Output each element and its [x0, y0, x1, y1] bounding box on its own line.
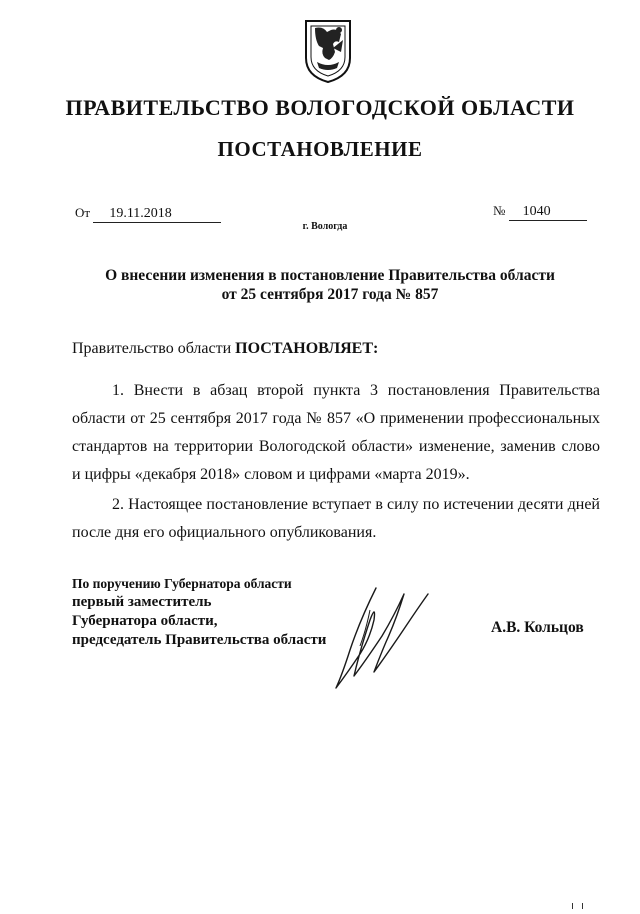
- paragraph-1: 1. Внести в абзац второй пункта 3 постановления Правительства области от 25 сентября 2017 года № 857 «О применении профессиональных стандартов на территории Вологодской области» изменение, заменив слово и цифры «декабря 2018» словом и цифрами «марта 2019».: [72, 382, 600, 483]
- document-type: ПОСТАНОВЛЕНИЕ: [217, 137, 423, 161]
- number-prefix: №: [493, 203, 506, 218]
- signature-block: [72, 574, 326, 650]
- number-field: [493, 203, 587, 221]
- signature-line-3: Губернатора области,: [72, 613, 218, 629]
- signature-line-2: первый заместитель: [72, 594, 212, 610]
- signer-name: А.В. Кольцов: [491, 619, 584, 636]
- decree-statement: [72, 340, 378, 358]
- subject-line-2: от 25 сентября 2017 года № 857: [221, 286, 439, 303]
- signature-line-1: По поручению Губернатора области: [72, 576, 292, 591]
- scan-mark: [570, 896, 590, 902]
- date-prefix: От: [75, 205, 91, 220]
- document-date: 19.11.2018: [93, 206, 221, 223]
- document-number: 1040: [509, 204, 587, 221]
- decree-lead: Правительство области: [72, 340, 232, 357]
- handwritten-signature: [330, 580, 440, 695]
- paragraph-2: 2. Настоящее постановление вступает в силу по истечении десяти дней после дня его официального опубликования.: [72, 496, 600, 541]
- coat-of-arms-emblem: [303, 18, 353, 84]
- subject-line-1: О внесении изменения в постановление Правительства области: [105, 267, 555, 284]
- signature-line-4: председатель Правительства области: [72, 632, 327, 648]
- document-subject: [0, 266, 640, 304]
- document-body: [72, 377, 600, 547]
- decree-verb: ПОСТАНОВЛЯЕТ:: [235, 340, 379, 357]
- government-title: ПРАВИТЕЛЬСТВО ВОЛОГОДСКОЙ ОБЛАСТИ: [65, 95, 575, 120]
- city-label: г. Вологда: [302, 221, 348, 232]
